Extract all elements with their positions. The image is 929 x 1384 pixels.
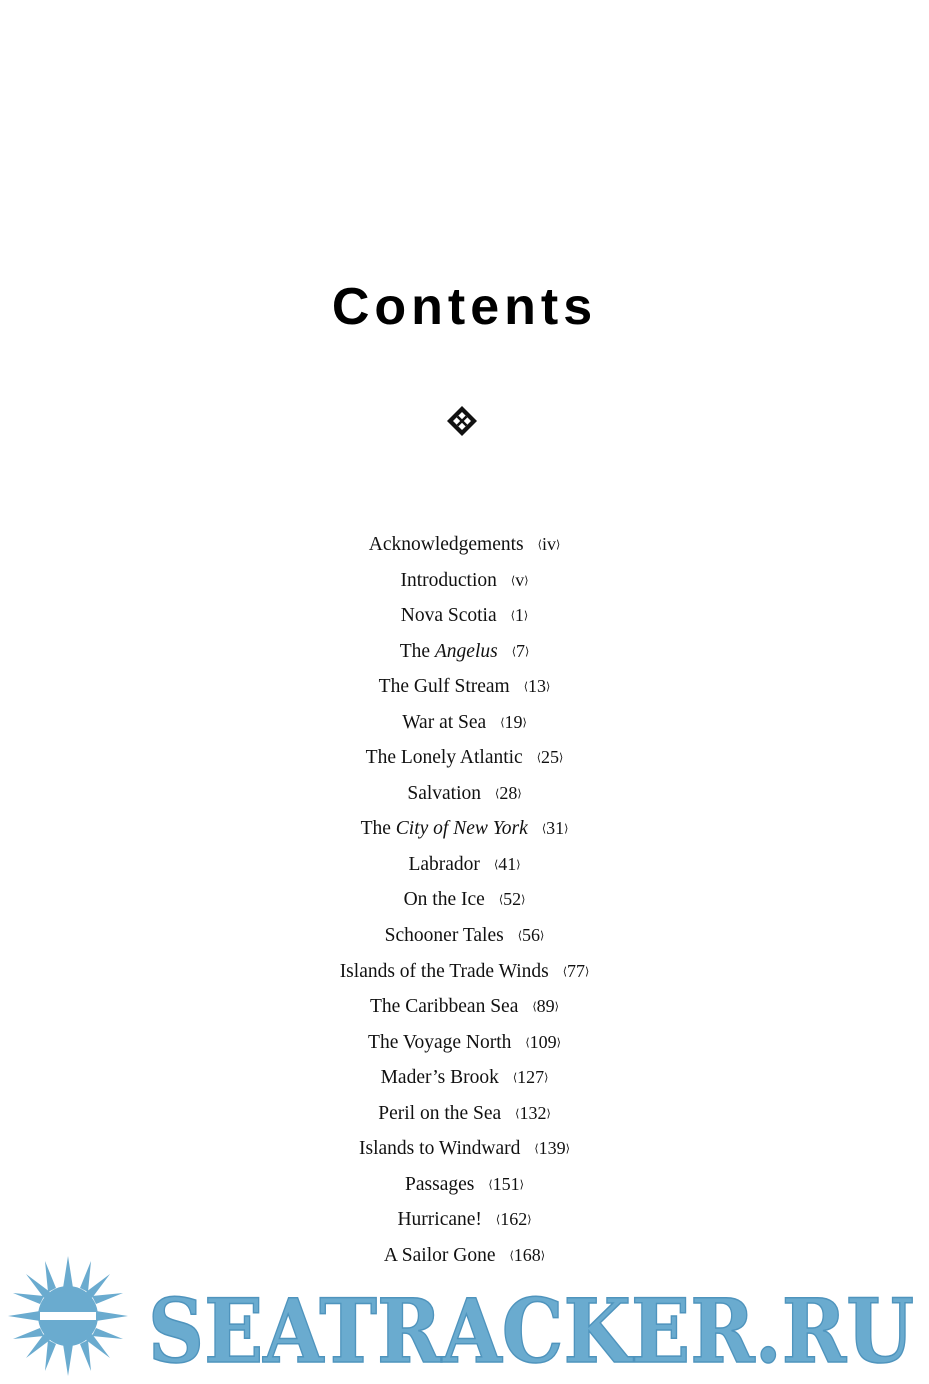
toc-page-number: ⟨7⟩ [511, 640, 530, 661]
toc-entry-title: The City of New York [360, 818, 528, 840]
toc-entry-title: Mader’s Brook [380, 1067, 499, 1089]
toc-entry-title: Passages [405, 1173, 475, 1195]
toc-page-number: ⟨109⟩ [525, 1031, 561, 1052]
toc-page-number: ⟨41⟩ [493, 853, 521, 874]
toc-entry-title: The Caribbean Sea [370, 996, 519, 1018]
toc-entry-title: Islands to Windward [359, 1138, 521, 1160]
toc-entry [0, 1167, 929, 1203]
toc-entry [0, 1060, 929, 1096]
sun-icon [8, 1256, 128, 1376]
toc-page-number: ⟨127⟩ [512, 1067, 549, 1088]
toc-page-number: ⟨28⟩ [495, 782, 522, 803]
toc-page-number: ⟨25⟩ [536, 747, 564, 768]
toc-entry [0, 989, 929, 1025]
toc-entry [0, 1202, 929, 1238]
toc-page-number: ⟨168⟩ [509, 1244, 546, 1265]
toc-entry [0, 1131, 929, 1167]
toc-entry [0, 954, 929, 990]
toc-entry-title: Hurricane! [397, 1209, 482, 1231]
toc-entry-title: Introduction [400, 569, 497, 591]
toc-page-number: ⟨162⟩ [495, 1209, 532, 1230]
toc-entry [0, 669, 929, 705]
toc-page-number: ⟨v⟩ [510, 569, 529, 590]
toc-entry-title: Nova Scotia [400, 605, 497, 627]
toc-entry-title: Acknowledgements [368, 534, 524, 555]
toc-page-number: ⟨19⟩ [500, 711, 527, 732]
toc-entry [0, 811, 929, 847]
toc-entry-title: The Angelus [399, 640, 498, 662]
toc-entry [0, 705, 929, 741]
toc-entry [0, 882, 929, 918]
toc-entry-title: The Voyage North [368, 1031, 512, 1053]
watermark [0, 1248, 929, 1378]
toc-entry [0, 598, 929, 634]
toc-page-number: ⟨13⟩ [523, 676, 551, 697]
toc-page-number: ⟨132⟩ [515, 1102, 551, 1123]
toc-page-number: ⟨151⟩ [488, 1173, 524, 1194]
watermark-text: SEATRACKER.RU [148, 1279, 914, 1378]
toc-entry [0, 634, 929, 670]
toc-page-number: ⟨56⟩ [517, 925, 545, 946]
toc-entry [0, 527, 929, 563]
toc-entry [0, 918, 929, 954]
toc-page-number: ⟨139⟩ [534, 1138, 570, 1159]
toc-entry-title: A Sailor Gone [383, 1244, 496, 1266]
toc-entry [0, 1025, 929, 1061]
diamond-ornament-icon [446, 405, 478, 437]
toc-entry-title: Schooner Tales [384, 925, 504, 947]
page-title: Contents [331, 278, 598, 336]
toc-entry [0, 563, 929, 599]
toc-entry-title: Peril on the Sea [378, 1102, 502, 1124]
toc-entry-title: Salvation [407, 782, 482, 804]
toc-entry-title: War at Sea [402, 711, 487, 733]
toc-entry [0, 776, 929, 812]
table-of-contents [0, 527, 929, 1273]
toc-page-number: ⟨31⟩ [541, 818, 569, 839]
toc-page-number: ⟨iv⟩ [537, 534, 561, 554]
toc-page-number: ⟨52⟩ [498, 889, 526, 910]
toc-entry-title: The Lonely Atlantic [365, 747, 523, 769]
toc-entry [0, 1096, 929, 1132]
toc-entry-title: The Gulf Stream [378, 676, 510, 698]
toc-entry [0, 847, 929, 883]
toc-entry [0, 740, 929, 776]
toc-entry-title: Islands of the Trade Winds [339, 960, 549, 982]
toc-entry-title: Labrador [408, 853, 480, 875]
toc-page-number: ⟨89⟩ [532, 996, 559, 1017]
toc-entry-title: On the Ice [403, 889, 485, 911]
toc-page-number: ⟨77⟩ [562, 960, 590, 981]
toc-page-number: ⟨1⟩ [510, 605, 529, 626]
